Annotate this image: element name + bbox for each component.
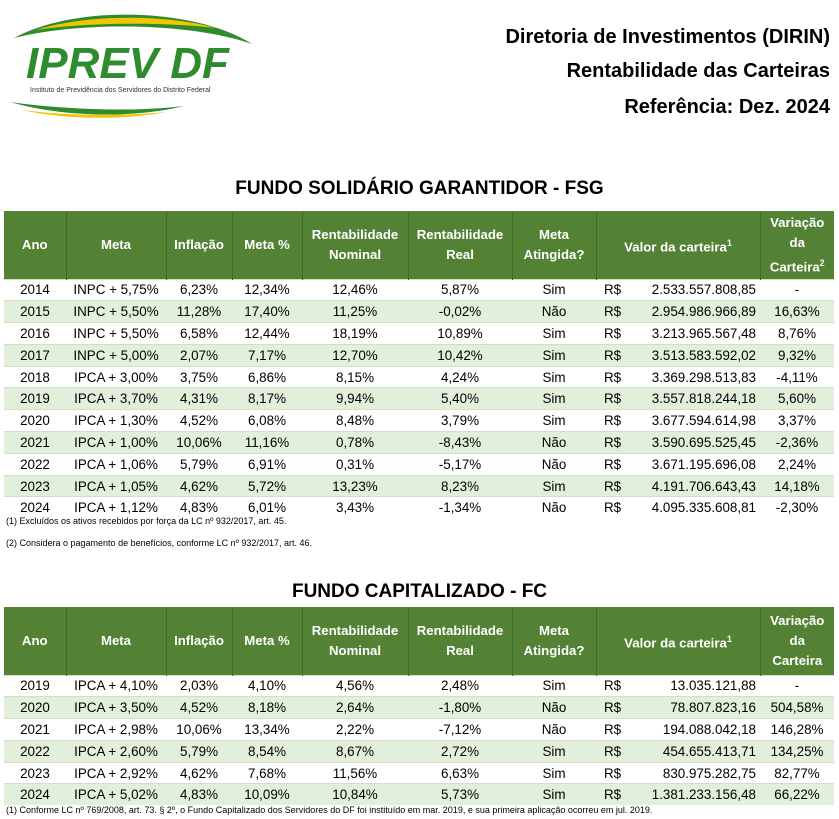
cell-rent-nominal: 10,84%	[302, 784, 408, 805]
cell-variacao: 134,25%	[760, 740, 834, 762]
cell-rent-real: 5,40%	[408, 388, 512, 410]
currency-symbol: R$	[604, 765, 622, 781]
currency-symbol: R$	[604, 369, 622, 385]
cell-variacao: -2,36%	[760, 432, 834, 454]
cell-inflacao: 11,28%	[166, 301, 232, 323]
fsg-body	[4, 279, 834, 518]
cell-meta-atingida: Não	[512, 497, 596, 518]
cell-inflacao: 4,62%	[166, 475, 232, 497]
cell-inflacao: 4,83%	[166, 784, 232, 805]
cell-meta: IPCA + 1,06%	[66, 453, 166, 475]
cell-valor-carteira	[596, 344, 760, 366]
fc-title: FUNDO CAPITALIZADO - FC	[291, 581, 548, 602]
amount: 194.088.042,18	[662, 721, 756, 737]
cell-valor-carteira	[596, 410, 760, 432]
fc-note-1: (1) Conforme LC nº 769/2008, art. 73. § 2º, o Fundo Capitalizado dos Servidores do DF foi instituído em mar. 2019, e sua primeira aplicação ocorreu em jul. 2019.	[6, 805, 653, 815]
cell-rent-nominal: 13,23%	[302, 475, 408, 497]
col-rent-real: Rentabilidade Real	[408, 211, 512, 279]
currency-symbol: R$	[604, 500, 622, 516]
table-row	[4, 719, 834, 741]
amount: 3.677.594.614,98	[651, 413, 756, 429]
cell-meta-atingida: Sim	[512, 740, 596, 762]
table-row	[4, 410, 834, 432]
cell-meta: IPCA + 1,05%	[66, 475, 166, 497]
cell-rent-real: 10,42%	[408, 344, 512, 366]
cell-meta-pct: 17,40%	[232, 301, 302, 323]
cell-meta-atingida: Não	[512, 301, 596, 323]
cell-ano: 2021	[4, 432, 66, 454]
cell-meta-pct: 6,86%	[232, 366, 302, 388]
col-rent-real: Rentabilidade Real	[408, 607, 512, 675]
cell-rent-real: -0,02%	[408, 301, 512, 323]
cell-ano: 2020	[4, 697, 66, 719]
fc-header-row	[4, 607, 834, 675]
cell-rent-real: 8,23%	[408, 475, 512, 497]
cell-inflacao: 10,06%	[166, 432, 232, 454]
cell-variacao: 5,60%	[760, 388, 834, 410]
header-report-title: Rentabilidade das Carteiras	[566, 60, 830, 82]
cell-meta-atingida: Sim	[512, 475, 596, 497]
cell-valor-carteira	[596, 697, 760, 719]
amount: 4.095.335.608,81	[651, 500, 756, 516]
col-ano: Ano	[4, 607, 66, 675]
cell-meta: INPC + 5,75%	[66, 279, 166, 301]
currency-symbol: R$	[604, 304, 622, 320]
cell-meta: IPCA + 1,30%	[66, 410, 166, 432]
cell-meta-pct: 12,34%	[232, 279, 302, 301]
cell-rent-real: -7,12%	[408, 719, 512, 741]
cell-inflacao: 6,58%	[166, 323, 232, 345]
header-directorate: Diretoria de Investimentos (DIRIN)	[505, 26, 830, 48]
cell-valor-carteira	[596, 323, 760, 345]
cell-meta-pct: 8,17%	[232, 388, 302, 410]
cell-rent-nominal: 8,67%	[302, 740, 408, 762]
cell-meta-pct: 8,54%	[232, 740, 302, 762]
col-meta-pct: Meta %	[232, 211, 302, 279]
cell-rent-real: 6,63%	[408, 762, 512, 784]
cell-meta-atingida: Sim	[512, 279, 596, 301]
currency-symbol: R$	[604, 787, 622, 803]
cell-variacao: -	[760, 675, 834, 697]
cell-ano: 2020	[4, 410, 66, 432]
cell-meta-pct: 8,18%	[232, 697, 302, 719]
table-row	[4, 366, 834, 388]
cell-inflacao: 2,07%	[166, 344, 232, 366]
cell-rent-nominal: 0,78%	[302, 432, 408, 454]
cell-ano: 2019	[4, 675, 66, 697]
logo-subtitle: Instituto de Previdência dos Servidores do Distrito Federal	[30, 87, 211, 94]
cell-valor-carteira	[596, 784, 760, 805]
col-meta: Meta	[66, 211, 166, 279]
cell-valor-carteira	[596, 762, 760, 784]
amount: 13.035.121,88	[670, 678, 756, 694]
cell-rent-nominal: 9,94%	[302, 388, 408, 410]
col-meta-atingida: Meta Atingida?	[512, 211, 596, 279]
cell-meta-atingida: Sim	[512, 388, 596, 410]
table-row	[4, 697, 834, 719]
cell-rent-nominal: 12,46%	[302, 279, 408, 301]
cell-meta-atingida: Sim	[512, 762, 596, 784]
amount: 3.213.965.567,48	[651, 325, 756, 341]
cell-valor-carteira	[596, 388, 760, 410]
fsg-header-row	[4, 211, 834, 279]
cell-meta: IPCA + 2,60%	[66, 740, 166, 762]
cell-variacao: 2,24%	[760, 453, 834, 475]
cell-ano: 2014	[4, 279, 66, 301]
cell-meta: IPCA + 3,70%	[66, 388, 166, 410]
fsg-note-1: (1) Excluídos os ativos recebidos por força da LC nº 932/2017, art. 45.	[6, 516, 287, 526]
currency-symbol: R$	[604, 478, 622, 494]
cell-ano: 2022	[4, 740, 66, 762]
cell-variacao: 146,28%	[760, 719, 834, 741]
cell-rent-real: -5,17%	[408, 453, 512, 475]
cell-meta-pct: 7,17%	[232, 344, 302, 366]
cell-valor-carteira	[596, 675, 760, 697]
col-valor-carteira: Valor da carteira$^1$	[596, 211, 760, 279]
cell-inflacao: 10,06%	[166, 719, 232, 741]
cell-rent-nominal: 2,64%	[302, 697, 408, 719]
cell-meta: INPC + 5,50%	[66, 301, 166, 323]
table-row	[4, 784, 834, 805]
cell-inflacao: 2,03%	[166, 675, 232, 697]
cell-ano: 2016	[4, 323, 66, 345]
table-row	[4, 740, 834, 762]
cell-rent-real: 5,87%	[408, 279, 512, 301]
cell-rent-real: 5,73%	[408, 784, 512, 805]
cell-meta-atingida: Sim	[512, 366, 596, 388]
cell-meta-pct: 4,10%	[232, 675, 302, 697]
cell-valor-carteira	[596, 719, 760, 741]
cell-inflacao: 6,23%	[166, 279, 232, 301]
cell-rent-nominal: 18,19%	[302, 323, 408, 345]
logo-graphic	[6, 10, 254, 120]
cell-variacao: 16,63%	[760, 301, 834, 323]
cell-meta-pct: 5,72%	[232, 475, 302, 497]
cell-valor-carteira	[596, 279, 760, 301]
cell-rent-real: 2,72%	[408, 740, 512, 762]
amount: 4.191.706.643,43	[651, 478, 756, 494]
table-row	[4, 432, 834, 454]
fc-table	[4, 607, 834, 805]
header-reference-date: Referência: Dez. 2024	[624, 96, 830, 118]
cell-inflacao: 5,79%	[166, 453, 232, 475]
cell-meta: IPCA + 3,50%	[66, 697, 166, 719]
cell-meta: INPC + 5,00%	[66, 344, 166, 366]
cell-meta-pct: 13,34%	[232, 719, 302, 741]
cell-meta: INPC + 5,50%	[66, 323, 166, 345]
cell-meta-atingida: Sim	[512, 344, 596, 366]
col-variacao: Variação da Carteira$^2$	[760, 211, 834, 279]
fsg-note-2: (2) Considera o pagamento de benefícios, conforme LC nº 932/2017, art. 46.	[6, 538, 312, 548]
amount: 3.557.818.244,18	[651, 391, 756, 407]
table-row	[4, 762, 834, 784]
cell-valor-carteira	[596, 740, 760, 762]
col-inflacao: Inflação	[166, 607, 232, 675]
table-row	[4, 323, 834, 345]
amount: 78.807.823,16	[670, 700, 756, 716]
amount: 2.954.986.966,89	[651, 304, 756, 320]
cell-meta-pct: 12,44%	[232, 323, 302, 345]
currency-symbol: R$	[604, 743, 622, 759]
col-ano: Ano	[4, 211, 66, 279]
fsg-table	[4, 211, 834, 518]
cell-variacao: 504,58%	[760, 697, 834, 719]
cell-inflacao: 5,79%	[166, 740, 232, 762]
logo-wordmark: IPREV DF	[26, 39, 229, 88]
cell-inflacao: 4,83%	[166, 497, 232, 518]
cell-meta: IPCA + 4,10%	[66, 675, 166, 697]
cell-meta: IPCA + 2,98%	[66, 719, 166, 741]
cell-rent-nominal: 0,31%	[302, 453, 408, 475]
currency-symbol: R$	[604, 347, 622, 363]
table-row	[4, 301, 834, 323]
currency-symbol: R$	[604, 456, 622, 472]
cell-inflacao: 3,75%	[166, 366, 232, 388]
col-meta-pct: Meta %	[232, 607, 302, 675]
amount: 2.533.557.808,85	[651, 282, 756, 298]
cell-meta-pct: 6,01%	[232, 497, 302, 518]
cell-valor-carteira	[596, 453, 760, 475]
cell-rent-real: -8,43%	[408, 432, 512, 454]
cell-valor-carteira	[596, 475, 760, 497]
cell-inflacao: 4,31%	[166, 388, 232, 410]
cell-meta-atingida: Sim	[512, 784, 596, 805]
cell-meta-pct: 6,08%	[232, 410, 302, 432]
amount: 454.655.413,71	[662, 743, 756, 759]
col-valor-carteira: Valor da carteira$^1$	[596, 607, 760, 675]
cell-ano: 2023	[4, 762, 66, 784]
currency-symbol: R$	[604, 413, 622, 429]
cell-variacao: 8,76%	[760, 323, 834, 345]
cell-rent-real: -1,80%	[408, 697, 512, 719]
cell-variacao: -	[760, 279, 834, 301]
cell-variacao: 82,77%	[760, 762, 834, 784]
cell-rent-real: -1,34%	[408, 497, 512, 518]
cell-rent-real: 3,79%	[408, 410, 512, 432]
cell-ano: 2023	[4, 475, 66, 497]
cell-rent-nominal: 11,25%	[302, 301, 408, 323]
cell-meta-atingida: Sim	[512, 675, 596, 697]
cell-variacao: 14,18%	[760, 475, 834, 497]
cell-ano: 2022	[4, 453, 66, 475]
amount: 830.975.282,75	[662, 765, 756, 781]
currency-symbol: R$	[604, 721, 622, 737]
col-meta-atingida: Meta Atingida?	[512, 607, 596, 675]
cell-meta: IPCA + 3,00%	[66, 366, 166, 388]
cell-rent-nominal: 8,15%	[302, 366, 408, 388]
cell-ano: 2018	[4, 366, 66, 388]
table-row	[4, 388, 834, 410]
col-meta: Meta	[66, 607, 166, 675]
amount: 3.590.695.525,45	[651, 434, 756, 450]
cell-valor-carteira	[596, 497, 760, 518]
cell-inflacao: 4,52%	[166, 697, 232, 719]
amount: 1.381.233.156,48	[651, 787, 756, 803]
cell-rent-real: 4,24%	[408, 366, 512, 388]
cell-ano: 2019	[4, 388, 66, 410]
cell-ano: 2024	[4, 497, 66, 518]
cell-rent-nominal: 2,22%	[302, 719, 408, 741]
fc-body	[4, 675, 834, 805]
currency-symbol: R$	[604, 434, 622, 450]
currency-symbol: R$	[604, 391, 622, 407]
currency-symbol: R$	[604, 282, 622, 298]
cell-meta-pct: 11,16%	[232, 432, 302, 454]
cell-rent-nominal: 4,56%	[302, 675, 408, 697]
cell-ano: 2017	[4, 344, 66, 366]
col-variacao: Variação da Carteira	[760, 607, 834, 675]
amount: 3.513.583.592,02	[651, 347, 756, 363]
cell-meta-atingida: Sim	[512, 323, 596, 345]
cell-inflacao: 4,62%	[166, 762, 232, 784]
cell-rent-nominal: 3,43%	[302, 497, 408, 518]
cell-rent-real: 10,89%	[408, 323, 512, 345]
cell-ano: 2024	[4, 784, 66, 805]
cell-variacao: -2,30%	[760, 497, 834, 518]
cell-meta-pct: 10,09%	[232, 784, 302, 805]
fsg-title: FUNDO SOLIDÁRIO GARANTIDOR - FSG	[235, 178, 604, 199]
table-row	[4, 279, 834, 301]
col-rent-nominal: Rentabilidade Nominal	[302, 607, 408, 675]
cell-ano: 2015	[4, 301, 66, 323]
cell-meta-atingida: Não	[512, 432, 596, 454]
currency-symbol: R$	[604, 700, 622, 716]
col-inflacao: Inflação	[166, 211, 232, 279]
cell-variacao: 3,37%	[760, 410, 834, 432]
cell-meta-pct: 6,91%	[232, 453, 302, 475]
cell-rent-nominal: 8,48%	[302, 410, 408, 432]
col-rent-nominal: Rentabilidade Nominal	[302, 211, 408, 279]
cell-meta-pct: 7,68%	[232, 762, 302, 784]
cell-inflacao: 4,52%	[166, 410, 232, 432]
amount: 3.369.298.513,83	[651, 369, 756, 385]
cell-rent-nominal: 11,56%	[302, 762, 408, 784]
cell-rent-nominal: 12,70%	[302, 344, 408, 366]
cell-meta: IPCA + 2,92%	[66, 762, 166, 784]
currency-symbol: R$	[604, 678, 622, 694]
table-row	[4, 453, 834, 475]
cell-variacao: 9,32%	[760, 344, 834, 366]
amount: 3.671.195.696,08	[651, 456, 756, 472]
table-row	[4, 675, 834, 697]
table-row	[4, 344, 834, 366]
cell-variacao: -4,11%	[760, 366, 834, 388]
cell-variacao: 66,22%	[760, 784, 834, 805]
cell-rent-real: 2,48%	[408, 675, 512, 697]
table-row	[4, 475, 834, 497]
iprev-df-logo	[6, 10, 254, 120]
cell-valor-carteira	[596, 432, 760, 454]
cell-valor-carteira	[596, 366, 760, 388]
cell-valor-carteira	[596, 301, 760, 323]
cell-meta-atingida: Não	[512, 719, 596, 741]
cell-meta: IPCA + 1,00%	[66, 432, 166, 454]
cell-meta: IPCA + 5,02%	[66, 784, 166, 805]
cell-meta-atingida: Sim	[512, 410, 596, 432]
cell-meta-atingida: Não	[512, 453, 596, 475]
currency-symbol: R$	[604, 325, 622, 341]
cell-meta: IPCA + 1,12%	[66, 497, 166, 518]
cell-ano: 2021	[4, 719, 66, 741]
cell-meta-atingida: Não	[512, 697, 596, 719]
